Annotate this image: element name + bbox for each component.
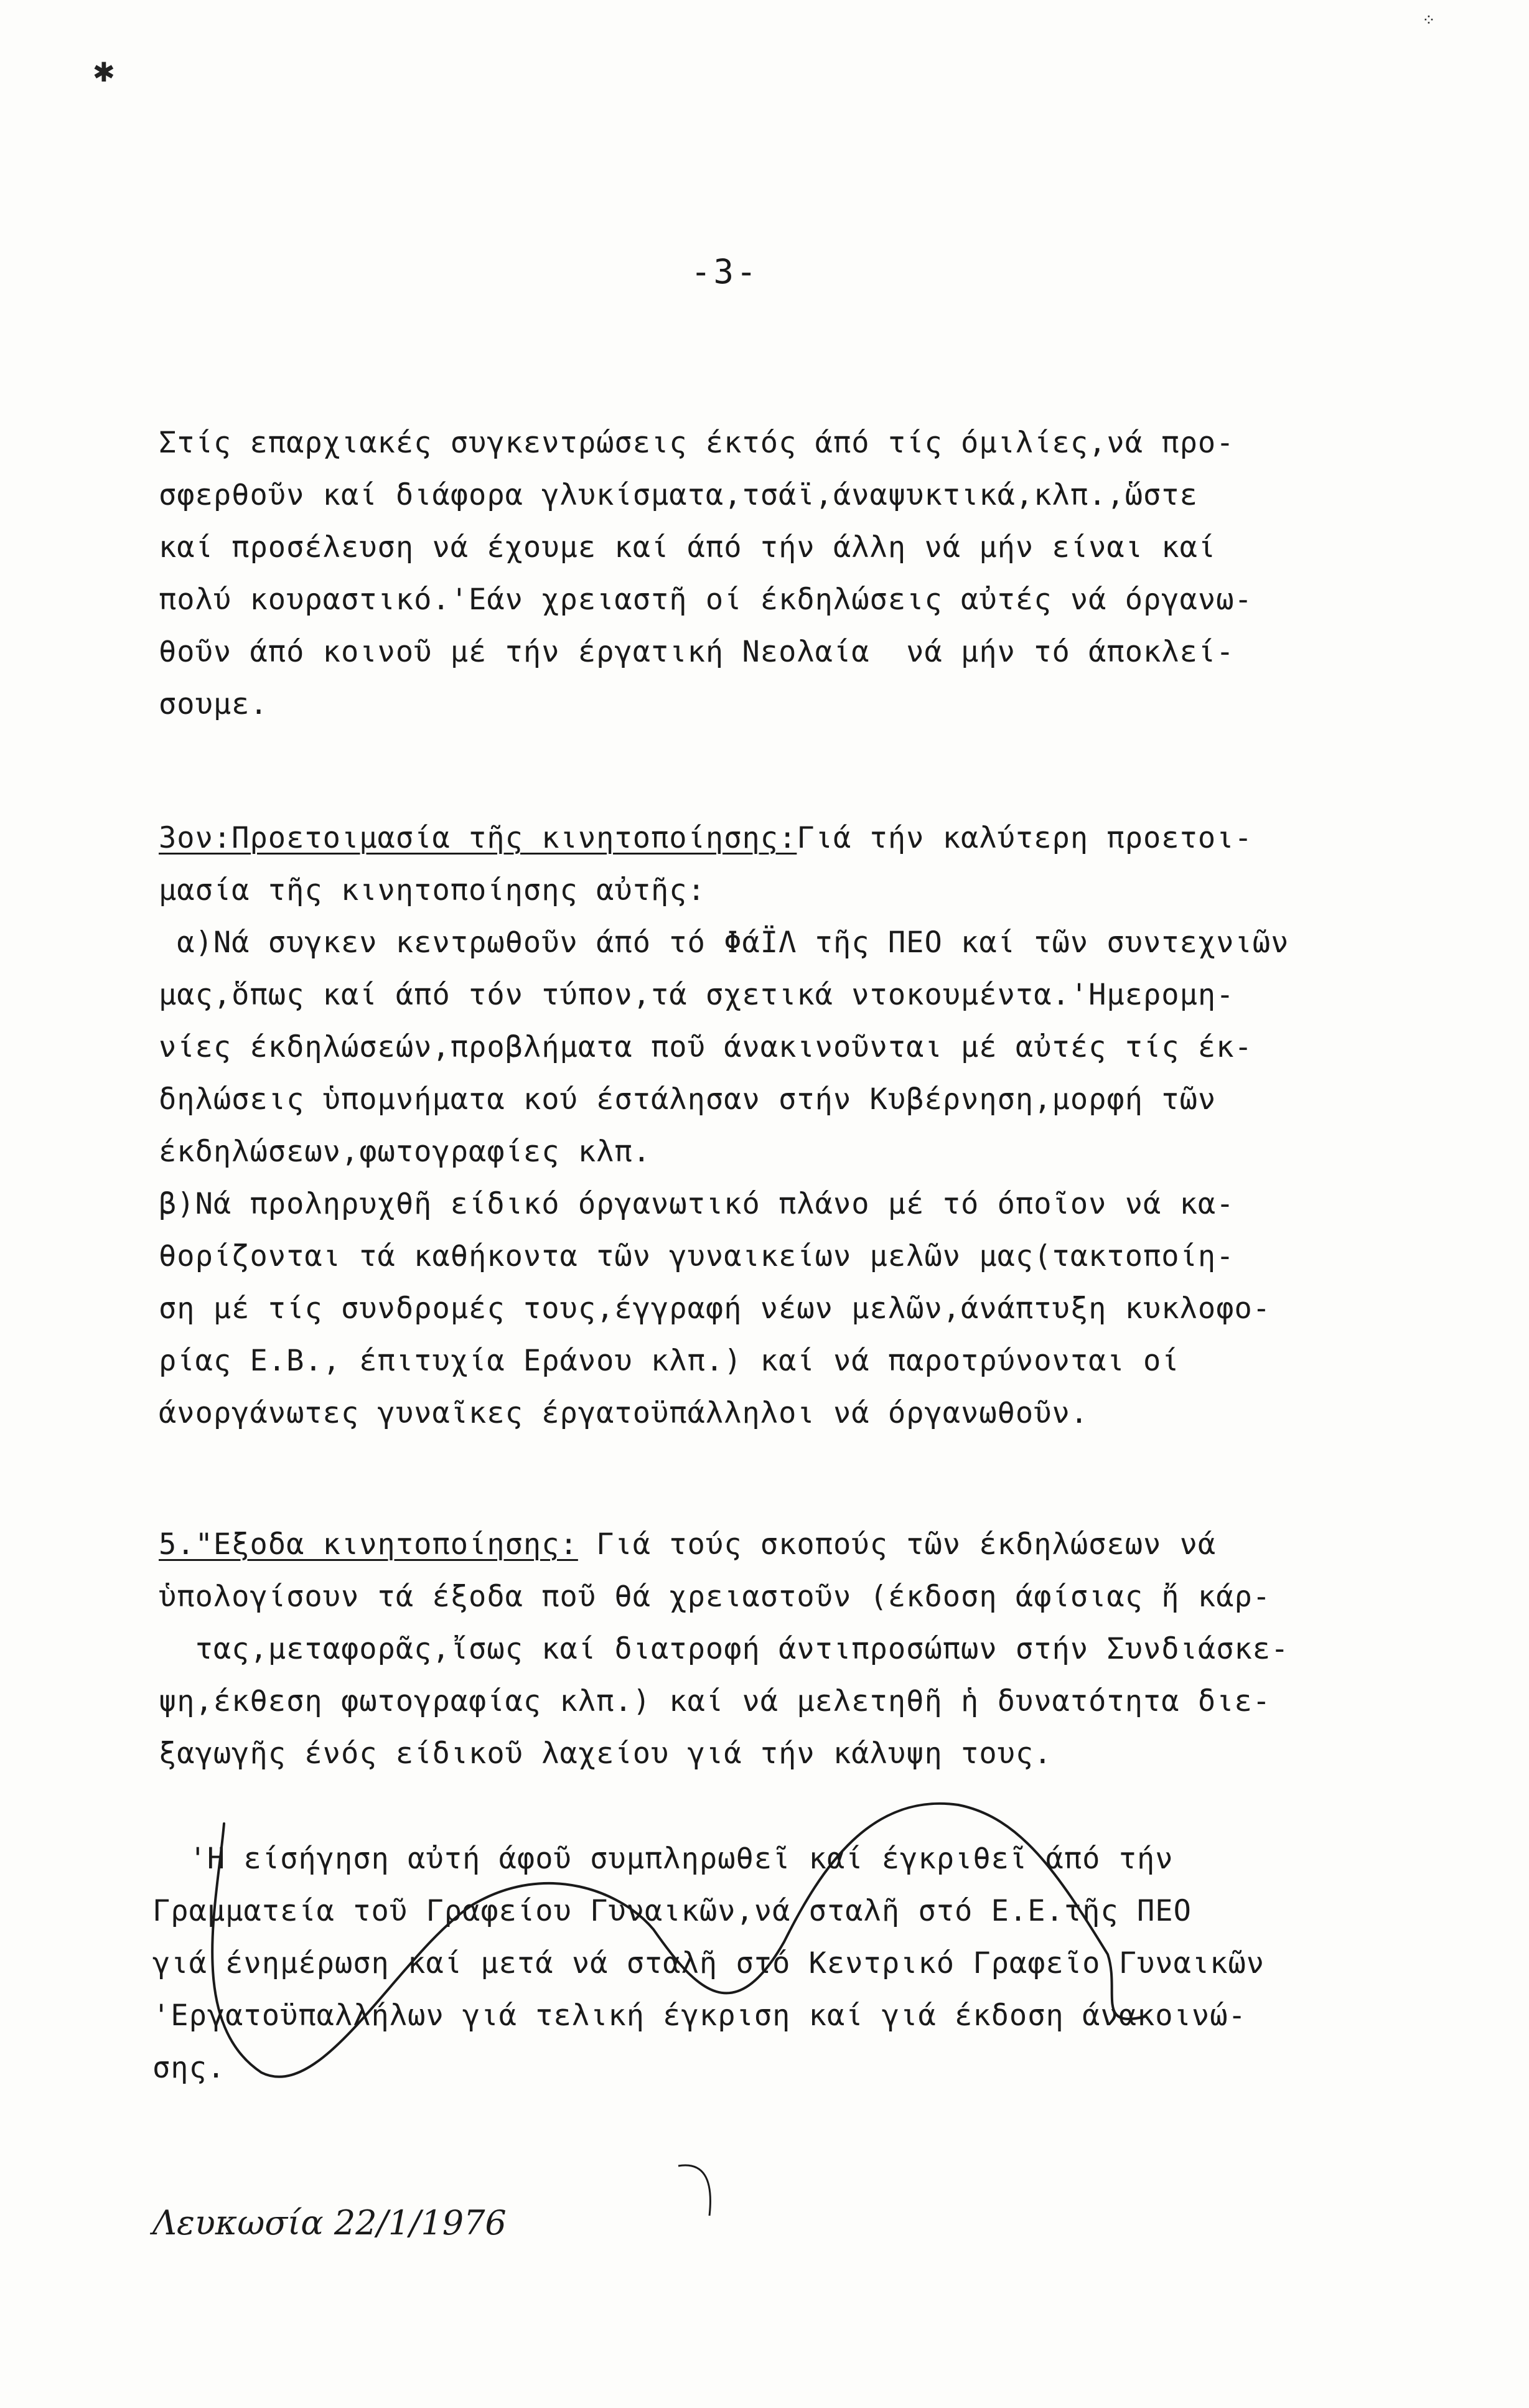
- section-heading: 5."Εξοδα κινητοποίησης:: [159, 1527, 578, 1562]
- text-line: θορίζονται τά καθήκοντα τῶν γυναικείων μελῶν μας(τακτοποίη-: [159, 1239, 1235, 1273]
- text-line: 'Η είσήγηση αὐτή άφοῦ συμπληρωθεῖ καί έγκριθεῖ άπό τήν: [152, 1842, 1174, 1876]
- text-line: ση μέ τίς συνδρομές τους,έγγραφή νέων μελῶν,άνάπτυξη κυκλοφο-: [159, 1291, 1271, 1326]
- text-line: μας,ὅπως καί άπό τόν τύπον,τά σχετικά ντοκουμέντα.'Ημερομη-: [159, 978, 1235, 1012]
- text-line: σουμε.: [159, 687, 268, 721]
- text-line: έκδηλώσεων,φωτογραφίες κλπ.: [159, 1135, 652, 1169]
- place-date-signature: Λευκωσία 22/1/1976: [152, 2203, 507, 2242]
- text-line: δηλώσεις ὑπομνήματα κού έστάλησαν στήν Κυβέρνηση,μορφή τῶν: [159, 1082, 1217, 1117]
- text-line: τας,μεταφορᾶς,ἴσως καί διατροφή άντιπροσώπων στήν Συνδιάσκε-: [159, 1632, 1289, 1666]
- section-heading: 3ον:Προετοιμασία τῆς κινητοποίησης:: [159, 821, 797, 855]
- text-line: Γραμματεία τοῦ Γραφείου Γυναικῶν,νά σταλῆ στό Ε.Ε.τῆς ΠΕΟ: [152, 1894, 1192, 1928]
- text-line: Γιά τούς σκοπούς τῶν έκδηλώσεων νά: [577, 1527, 1217, 1562]
- text-line: γιά ένημέρωση καί μετά νά σταλῆ στό Κεντρικό Γραφεῖο Γυναικῶν: [152, 1946, 1265, 1980]
- text-line: ὑπολογίσουν τά έξοδα ποῦ θά χρειαστοῦν (έκδοση άφίσιας ἤ κάρ-: [159, 1580, 1271, 1614]
- text-line: Στίς επαρχιακές συγκεντρώσεις έκτός άπό τίς όμιλίες,νά προ-: [159, 426, 1235, 460]
- text-line: 'Εργατοϋπαλλήλων γιά τελική έγκριση καί γιά έκδοση άνακοινώ-: [152, 1998, 1246, 2033]
- text-line: ρίας Ε.Β., έπιτυχία Εράνου κλπ.) καί νά παροτρύνονται οί: [159, 1344, 1180, 1378]
- ink-mark: ✱: [93, 50, 115, 90]
- ink-specks: ⁘: [1422, 11, 1436, 30]
- text-line: άνοργάνωτες γυναῖκες έργατοϋπάλληλοι νά όργανωθοῦν.: [159, 1396, 1089, 1430]
- text-line: νίες έκδηλώσεών,προβλήματα ποῦ άνακινοῦνται μέ αὐτές τίς έκ-: [159, 1030, 1253, 1064]
- text-line: σφερθοῦν καί διάφορα γλυκίσματα,τσάϊ,άναψυκτικά,κλπ.,ὥστε: [159, 478, 1198, 512]
- text-line: μασία τῆς κινητοποίησης αὐτῆς:: [159, 873, 706, 907]
- text-line: πολύ κουραστικό.'Εάν χρειαστῆ οί έκδηλώσεις αὐτές νά όργανω-: [159, 583, 1253, 617]
- text-line: καί προσέλευση νά έχουμε καί άπό τήν άλλη νά μήν είναι καί: [159, 530, 1217, 565]
- text-line: β)Νά προληρυχθῆ είδικό όργανωτικό πλάνο μέ τό όποῖον νά κα-: [159, 1187, 1235, 1221]
- text-line: Γιά τήν καλύτερη προετοι-: [797, 821, 1253, 855]
- text-line: ξαγωγῆς ένός είδικοῦ λαχείου γιά τήν κάλυψη τους.: [159, 1736, 1052, 1771]
- text-line: ψη,έκθεση φωτογραφίας κλπ.) καί νά μελετηθῆ ἡ δυνατότητα διε-: [159, 1684, 1271, 1718]
- text-line: α)Νά συγκεν κεντρωθοῦν άπό τό ΦάΪΛ τῆς ΠΕΟ καί τῶν συντεχνιῶν: [159, 925, 1289, 960]
- page-number: -3-: [691, 252, 759, 291]
- text-line: σης.: [152, 2051, 226, 2085]
- text-line: θοῦν άπό κοινοῦ μέ τήν έργατική Νεολαία νά μήν τό άποκλεί-: [159, 635, 1235, 669]
